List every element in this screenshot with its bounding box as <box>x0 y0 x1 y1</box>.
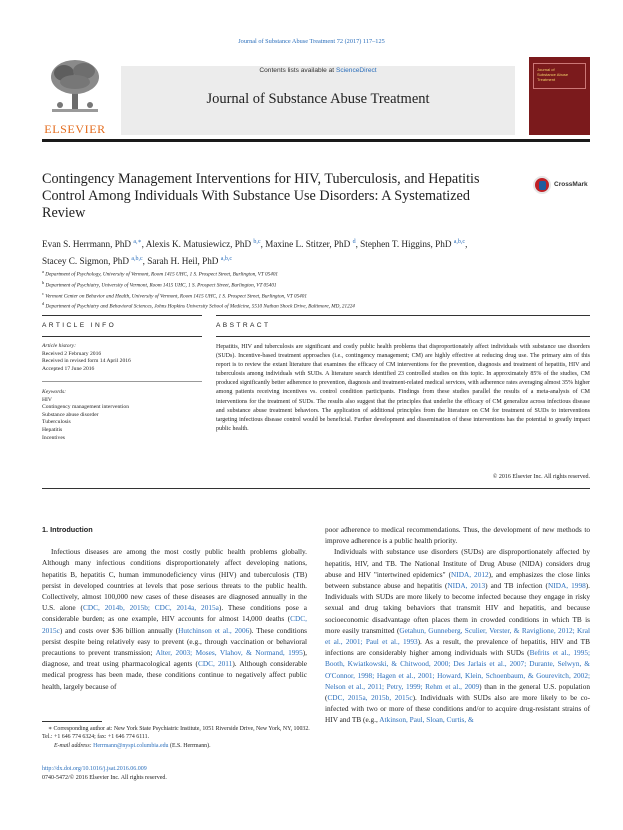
issn-line: 0740-5472/© 2016 Elsevier Inc. All rights reserved. <box>42 774 167 781</box>
article-info-heading: ARTICLE INFO <box>42 322 117 329</box>
body-text: ), diagnose, and treat using pharmacological agents ( <box>42 648 307 669</box>
body-text: Individuals with substance use disorders (SUDs) are disproportionately affected by hepatitis, HIV, and TB. The National Institute of Drug Abuse (NIDA) considers drug abuse and HIV "intertwined epidemics" ( <box>325 547 590 579</box>
body-text: Infectious diseases are among the most costly public health problems globally. Although many infectious conditions disproportionately affect developing nations, hepatitis B, hepatitis C, human immunodeficiency virus (HIV) and tuberculosis (TB) persist in developed countries at levels that pose serious threats to the public health. Collectively, almost 100,000 new cases of these diseases are diagnosed annually in the U.S. alone ( <box>42 547 307 613</box>
section-heading: 1. Introduction <box>42 525 93 534</box>
page-footer <box>42 765 167 782</box>
author-3: Stephen T. Higgins, PhD $^{a,b,c}$, <box>360 239 468 250</box>
history-item: Accepted 17 June 2016 <box>42 365 95 372</box>
body-text: ). Individuals with SUDs also are more likely to be co-infected with two or more of these conditions and/or to acquire drug-resistant strains of HIV and TB (e.g., <box>325 693 591 725</box>
affiliation: $^c$ Vermont Center on Behavior and Health, University of Vermont, Room 1415 UHC, 1 S. Prospect Street, Burlington, VT 05401 <box>42 290 307 300</box>
author-email-link[interactable]: Herrmann@nyspi.columbia.edu <box>93 742 169 749</box>
author-0: Evan S. Herrmann, PhD $^{a,∗}$, <box>42 239 146 250</box>
author-2: Maxine L. Stitzer, PhD $^d$, <box>265 239 361 250</box>
citation-link[interactable]: Alter, 2003; Moses, Vlahov, & Normand, 1995 <box>155 648 303 658</box>
article-history <box>42 343 202 373</box>
divider <box>42 381 202 382</box>
keywords <box>42 389 202 442</box>
author-affil-link[interactable]: a,b,c <box>220 255 233 262</box>
cover-text <box>537 67 568 82</box>
keyword: Hepatitis <box>42 426 63 433</box>
email-label: E-mail address: <box>54 742 94 749</box>
affiliation: $^b$ Department of Psychiatry, University of Vermont, Room 1415 UHC, 1 S. Prospect Street, Burlington, VT 05401 <box>42 279 277 289</box>
citation-link[interactable]: NIDA, 1998 <box>548 581 586 591</box>
elsevier-wordmark: ELSEVIER <box>44 122 106 136</box>
affiliations <box>42 268 590 311</box>
citation-link[interactable]: CDC, 2015c <box>42 614 307 635</box>
body-text: ) than in the general U.S. population ( <box>325 681 591 703</box>
history-item: Received 2 February 2016 <box>42 350 102 357</box>
author-5: Sarah H. Heil, PhD $^{a,b,c}$ <box>147 255 233 266</box>
sciencedirect-link[interactable]: ScienceDirect <box>335 67 377 74</box>
cover-text-line-3: Treatment <box>537 77 556 82</box>
author-list <box>42 235 590 268</box>
left-column <box>42 524 307 692</box>
body-text: ) and TB infection ( <box>485 581 548 591</box>
divider <box>42 336 202 337</box>
author-1: Alexis K. Matusiewicz, PhD $^{b,c}$, <box>145 239 266 250</box>
keyword: HIV <box>42 396 52 403</box>
body-text: ). Although considerable medical progress has been made, these conditions continue to negatively affect public health, largely because of <box>42 659 307 691</box>
divider <box>42 488 590 489</box>
crossmark-button[interactable] <box>533 176 593 196</box>
citation-link[interactable]: Befrits et al., 1995; Booth, Kwiatkowski, & Chitwood, 2000; Des Jarlais et al., 2007; Durante, Selwyn, & O'Connor, 1998; Hagen et al., 2001; Howard, Klein, Schoenbaum, & Gourevitch, 2002; Nelson et al., 2011; Petry, 1999; Rehm et al., 2009 <box>325 648 590 691</box>
footnote <box>42 725 317 750</box>
citation-link[interactable]: NIDA, 2012 <box>451 569 489 579</box>
keywords-label: Keywords: <box>42 389 67 395</box>
author-affil-link[interactable]: b,c <box>253 239 261 245</box>
keyword: Incentives <box>42 434 65 441</box>
citation-link[interactable]: Hutchinson et al., 2006 <box>178 625 250 635</box>
footnote-rule <box>42 721 102 722</box>
keyword: Tuberculosis <box>42 419 71 426</box>
journal-banner <box>121 66 515 135</box>
intro-paragraph-2 <box>325 546 590 725</box>
intro-continued: poor adherence to medical recommendations. Thus, the development of new methods to improve adherence is a public health priority. <box>325 525 590 546</box>
body-text: ). Individuals with SUDs are more likely to become infected because they engage in risky sexual and drug taking behaviors that transmit HIV and hepatitis, and because socioeconomic disadvantage often places them in crowded conditions in which TB is more easily transmitted ( <box>325 581 591 635</box>
citation-link[interactable]: CDC, 2011 <box>197 659 233 669</box>
abstract-copyright: © 2016 Elsevier Inc. All rights reserved. <box>492 474 590 480</box>
divider <box>216 315 590 316</box>
keyword: Contingency management intervention <box>42 404 129 411</box>
contents-line <box>121 67 515 74</box>
history-label: Article history: <box>42 343 77 349</box>
doi-link[interactable]: http://dx.doi.org/10.1016/j.jsat.2016.06.009 <box>42 766 147 772</box>
elsevier-logo[interactable] <box>42 57 108 137</box>
corresponding-author-note: ∗ Corresponding author at: New York State Psychiatric Institute, 1051 Riverside Drive, New York, NY, 10032. Tel.: +1 646 774 6324; fax: +1 646 774 6111. <box>42 726 310 741</box>
author-affil-link[interactable]: d <box>352 239 356 245</box>
body-text: ). These conditions pose a considerable burden; as one example, HIV accounts for almost 14,000 deaths ( <box>42 603 308 624</box>
citation-link[interactable]: CDC, 2015a, 2015b, 2015c <box>327 693 413 703</box>
intro-paragraph-1 <box>42 546 307 692</box>
author-affil-link[interactable]: a,∗ <box>133 239 142 245</box>
contents-prefix: Contents lists available at <box>259 67 336 74</box>
body-text: ) and costs over $36 billion annually ( <box>59 625 179 635</box>
affiliation: $^d$ Department of Psychiatry and Behavioral Sciences, Johns Hopkins University School of Medicine, 5510 Nathan Shock Drive, Baltimore, MD, 21224 <box>42 301 355 311</box>
divider <box>42 315 202 316</box>
journal-citation[interactable]: Journal of Substance Abuse Treatment 72 (2017) 117–125 <box>238 38 385 45</box>
crossmark-icon <box>533 176 551 194</box>
cover-text-line-1: Journal of <box>537 67 555 72</box>
citation-link[interactable]: CDC, 2014b, 2015b; CDC, 2014a, 2015a <box>82 603 219 613</box>
journal-header <box>42 55 590 137</box>
citation-link[interactable]: Atkinson, Paul, Sloan, Curtis, & <box>379 715 474 725</box>
abstract-text: Hepatitis, HIV and tuberculosis are significant and costly public health problems that disproportionately affect individuals with substance use disorders (SUDs). Incentive-based treatment approaches (i.e., contingency management; CM) are highly effective at reducing drug use. The primary aim of this report is to review the extant literature that examines the efficacy of CM interventions for the prevention, diagnosis and treatment of hepatitis, HIV and tuberculosis among individuals with SUDs. A literature search identified 23 controlled studies on this topic. In approximately 85% of the studies, CM produced significantly better adherence to prevention, diagnosis and treatment-related medical services, with adherence rates averaging almost 35% higher among patients receiving incentives vs. control condition participants. Findings from these studies parallel the results of a meta-analysis of CM interventions for the treatment of SUDs. The results also suggest that the principles that underlie the efficacy of CM generalize across infectious disease and substance abuse treatment behaviors. The application of additional principles from the literature on CM for treatment of SUDs to interventions targeting infectious disease control would be beneficial. Further development and dissemination of these interventions has the potential to greatly impact public health. <box>216 344 590 432</box>
body-text: ), and emphasizes the close links between substance abuse and hepatitis ( <box>325 569 590 591</box>
elsevier-tree-icon <box>48 57 102 117</box>
journal-title[interactable]: Journal of Substance Abuse Treatment <box>206 91 430 107</box>
body-text: ). These conditions persist despite being relatively easy to prevent (e.g., through vaccination or behavioral precautions to prevent transmission; <box>42 625 307 658</box>
history-item: Received in revised form 14 April 2016 <box>42 358 131 365</box>
affiliation: $^a$ Department of Psychology, University of Vermont, Room 1415 UHC, 1 S. Prospect Street, Burlington, VT 05401 <box>42 269 279 278</box>
article-title: Contingency Management Interventions for HIV, Tuberculosis, and Hepatitis Control Among Individuals With Substance Use Disorders: A Systematized Review <box>42 171 480 222</box>
header-rule <box>42 139 590 142</box>
citation-link[interactable]: NIDA, 2013 <box>447 581 486 591</box>
crossmark-label: CrossMark <box>554 181 588 188</box>
keyword: Substance abuse disorder <box>42 411 99 418</box>
cover-text-line-2: Substance Abuse <box>537 72 569 77</box>
divider <box>216 336 590 337</box>
email-suffix: (E.S. Herrmann). <box>168 742 211 749</box>
author-4: Stacey C. Sigmon, PhD $^{a,b,c}$, <box>42 255 148 266</box>
author-affil-link[interactable]: a,b,c <box>453 239 466 245</box>
citation-link[interactable]: Getahun, Gunneberg, Sculier, Verster, & Raviglione, 2012; Kral et al., 2001; Paul et al., 1993 <box>325 625 591 647</box>
body-text: ). As a result, the prevalence of hepatitis, HIV and TB infections are considerably higher among individuals with SUDs ( <box>325 637 590 658</box>
author-affil-link[interactable]: a,b,c <box>131 255 143 262</box>
journal-cover-thumbnail[interactable] <box>529 57 590 135</box>
right-column <box>325 524 590 726</box>
abstract-heading: ABSTRACT <box>216 322 271 329</box>
email-line <box>42 742 317 750</box>
